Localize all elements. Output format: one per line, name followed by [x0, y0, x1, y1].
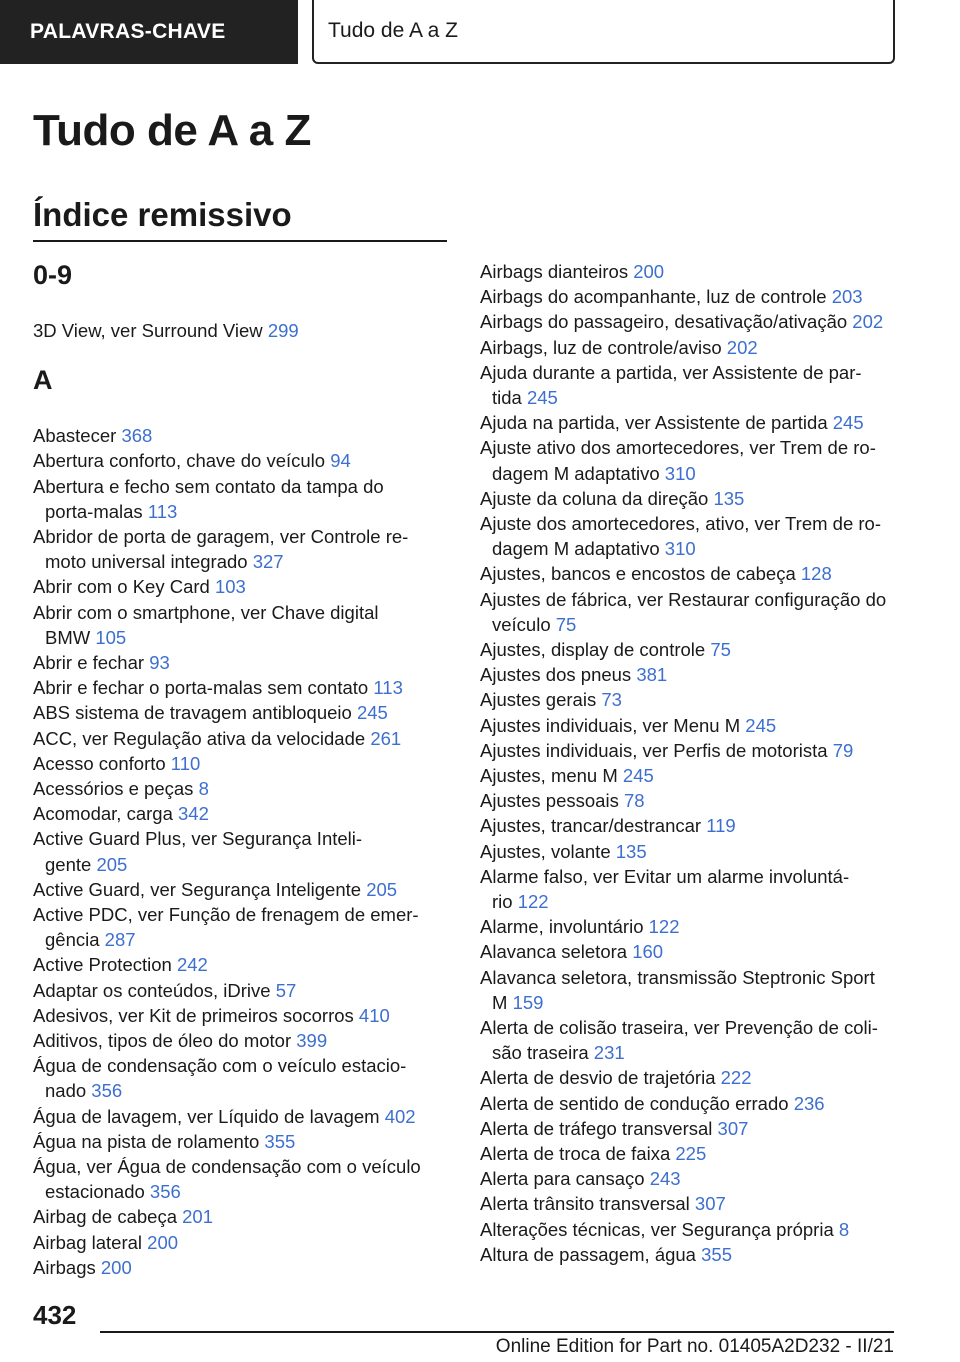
page-reference-link[interactable]: 356 [149, 1181, 181, 1203]
index-entry-line [33, 826, 433, 851]
index-entry[interactable] [33, 1255, 433, 1280]
page-reference-link[interactable]: 310 [664, 462, 696, 484]
index-entry-text: Ajustes gerais [480, 689, 597, 711]
index-entry-text: Abertura conforto, chave do veículo [33, 450, 326, 472]
index-entry-text: Altura de passagem, água [480, 1243, 696, 1265]
index-entry[interactable] [480, 1015, 900, 1065]
index-entry[interactable] [33, 1053, 433, 1103]
footer-edition-text: Online Edition for Part no. 01405A2D232 - II/21 [495, 1336, 894, 1357]
index-entry-line [480, 1040, 900, 1065]
index-entry[interactable] [480, 788, 900, 813]
index-entry-line [33, 801, 433, 826]
index-entry-line [480, 914, 900, 939]
page-reference-link[interactable]: 410 [358, 1004, 390, 1026]
index-entry[interactable] [33, 1129, 433, 1154]
index-entry-text: ABS sistema de travagem antibloqueio [33, 702, 352, 724]
index-entry-text: Alarme, involuntário [480, 916, 644, 938]
index-entry-line [33, 1204, 433, 1229]
index-entry-text: Ajuda na partida, ver Assistente de partida [480, 412, 828, 434]
index-entry[interactable] [480, 914, 900, 939]
index-entry-text: Airbags, luz de controle/aviso [480, 336, 722, 358]
index-entry-text: Ajuste ativo dos amortecedores, ver Trem de ro- [480, 437, 876, 459]
index-entry-text: Abrir e fechar [33, 652, 145, 673]
page-reference-link[interactable]: 245 [622, 765, 654, 786]
index-entry[interactable] [480, 637, 900, 662]
index-entry-line [33, 1129, 433, 1154]
index-entry[interactable] [33, 474, 433, 524]
index-entry[interactable] [480, 1166, 900, 1191]
index-entry[interactable] [33, 978, 433, 1003]
index-entry-line [33, 1053, 433, 1078]
page-reference-link[interactable]: 79 [832, 739, 854, 761]
index-entry[interactable] [480, 259, 900, 284]
index-entry[interactable] [480, 1191, 900, 1216]
index-entry-line [33, 978, 433, 1003]
index-entry-line [33, 448, 433, 473]
index-entry[interactable] [33, 1028, 433, 1053]
index-entry-line [33, 877, 433, 902]
index-entry-line [480, 687, 900, 712]
page-reference-link[interactable]: 355 [264, 1130, 296, 1152]
page-reference-link[interactable]: 122 [648, 916, 680, 938]
index-entry-line [33, 902, 433, 927]
index-entry-text: Airbags do acompanhante, luz de controle [480, 286, 827, 308]
page-reference-link[interactable]: 245 [745, 714, 777, 736]
page-reference-link[interactable]: 122 [517, 891, 549, 912]
page-reference-link[interactable]: 205 [366, 878, 398, 900]
index-entry-line [480, 335, 900, 360]
page-reference-link[interactable]: 135 [713, 487, 745, 509]
index-entry[interactable] [33, 524, 433, 574]
index-entry-line [480, 259, 900, 284]
index-entry-text: Alerta de colisão traseira, ver Prevenção de coli- [480, 1017, 878, 1038]
index-entry-line [33, 1104, 433, 1129]
index-entry-text: Água, ver Água de condensação com o veículo [33, 1156, 421, 1177]
index-entry-line [33, 423, 433, 448]
index-entry-text: Alerta de desvio de trajetória [480, 1067, 716, 1089]
index-entry-line [33, 1230, 433, 1255]
index-entry-line [33, 776, 433, 801]
page-reference-link[interactable]: 57 [275, 979, 297, 1001]
section-tab[interactable] [0, 0, 298, 64]
index-entry-line [33, 1154, 433, 1179]
index-entry-text: Abridor de porta de garagem, ver Controle re- [33, 526, 409, 547]
index-entry-text: são traseira [492, 1042, 589, 1064]
index-entry-line [33, 1179, 433, 1204]
index-entry-text: Alavanca seletora [480, 941, 628, 963]
index-entry-line [480, 1217, 900, 1242]
page-reference-link[interactable]: 75 [710, 639, 731, 660]
index-entry-line [33, 1028, 433, 1053]
page-reference-link[interactable]: 261 [370, 727, 402, 749]
index-entry-text: M [492, 991, 508, 1013]
index-entry-text: Active Guard Plus, ver Segurança Inteli- [33, 828, 363, 850]
index-entry-line [33, 726, 433, 751]
index-entry[interactable] [33, 1204, 433, 1229]
index-entry-text: Ajustes dos pneus [480, 664, 632, 686]
page-reference-link[interactable]: 356 [91, 1080, 123, 1102]
index-entry-line [480, 1141, 900, 1166]
index-entry[interactable] [480, 410, 900, 435]
index-entry-text: Ajuda durante a partida, ver Assistente de par- [480, 361, 862, 383]
index-entry[interactable] [33, 1003, 433, 1028]
index-entry-text: Acesso conforto [33, 752, 166, 774]
index-entry-line [33, 675, 433, 700]
index-entry-line [480, 738, 900, 763]
page-reference-link[interactable]: 355 [701, 1243, 732, 1265]
index-entry-line [480, 511, 900, 536]
index-entry-line [33, 625, 433, 650]
index-entry-text: gência [45, 929, 100, 951]
index-entry-line [480, 486, 900, 511]
page-reference-link[interactable]: 135 [615, 840, 647, 862]
index-entry-text: Ajustes, trancar/destrancar [480, 815, 702, 837]
section-tab-label: PALAVRAS-CHAVE [30, 20, 226, 43]
index-entry[interactable] [480, 309, 900, 334]
page-reference-link[interactable]: 243 [649, 1168, 681, 1190]
page-reference-link[interactable]: 200 [100, 1256, 132, 1278]
page-reference-link[interactable]: 205 [96, 853, 128, 875]
index-entry-line [480, 939, 900, 964]
section-title-rule [33, 240, 447, 242]
index-entry-text: Active Protection [33, 954, 172, 976]
index-entry-line [480, 612, 900, 637]
page-reference-link[interactable]: 245 [526, 387, 558, 408]
index-entry-line [480, 385, 900, 410]
index-entry-line [33, 1078, 433, 1103]
index-entry-text: BMW [45, 626, 91, 648]
chapter-tab-label: Tudo de A a Z [328, 19, 458, 42]
index-entry[interactable] [33, 600, 433, 650]
index-entry-text: Abastecer [33, 425, 117, 447]
index-entry-line [480, 965, 900, 990]
index-entry-text: nado [45, 1080, 87, 1102]
page-reference-link[interactable]: 93 [149, 652, 170, 673]
index-entry-line [480, 1116, 900, 1141]
index-entry-line [33, 318, 433, 343]
page-reference-link[interactable]: 402 [384, 1105, 416, 1127]
page-reference-link[interactable]: 287 [104, 929, 136, 951]
index-entry-line [33, 1003, 433, 1028]
index-entry-line [480, 536, 900, 561]
index-entry-text: Abrir com o smartphone, ver Chave digital [33, 601, 379, 623]
index-entry[interactable] [480, 1141, 900, 1166]
index-entry-text: Ajuste da coluna da direção [480, 487, 709, 509]
index-entry-text: Alerta trânsito transversal [480, 1193, 690, 1215]
index-entry-text: Alerta de sentido de condução errado [480, 1092, 789, 1114]
index-entry-text: Abertura e fecho sem contato da tampa do [33, 475, 384, 497]
index-entry-text: Airbag lateral [33, 1231, 143, 1253]
index-entry-text: moto universal integrado [45, 551, 248, 573]
index-entry-line [480, 889, 900, 914]
index-entry-text: Airbags do passageiro, desativação/ativação [480, 311, 848, 333]
index-entry[interactable] [480, 486, 900, 511]
index-entry-line [480, 1242, 900, 1267]
page-reference-link[interactable]: 201 [182, 1206, 214, 1228]
index-entry-text: Acomodar, carga [33, 803, 173, 825]
index-entry[interactable] [480, 335, 900, 360]
index-entry-text: ACC, ver Regulação ativa da velocidade [33, 727, 366, 749]
index-entry-line [480, 1091, 900, 1116]
index-entry[interactable] [33, 826, 433, 876]
index-entry[interactable] [480, 284, 900, 309]
index-entry-line [480, 1065, 900, 1090]
index-entry[interactable] [480, 687, 900, 712]
page-reference-link[interactable]: 8 [198, 778, 209, 799]
index-entry[interactable] [480, 713, 900, 738]
index-entry-line [33, 600, 433, 625]
page-reference-link[interactable]: 342 [178, 803, 209, 825]
index-entry[interactable] [480, 1091, 900, 1116]
page-reference-link[interactable]: 202 [726, 336, 758, 358]
footer-rule [100, 1331, 894, 1333]
index-entry[interactable] [480, 1242, 900, 1267]
page-reference-link[interactable]: 94 [330, 450, 351, 472]
index-entry[interactable] [33, 776, 433, 801]
index-entry-text: estacionado [45, 1181, 145, 1203]
page-reference-link[interactable]: 399 [296, 1030, 328, 1051]
index-entry-line [33, 499, 433, 524]
index-entry-text: Airbag de cabeça [33, 1206, 177, 1228]
index-entry[interactable] [480, 763, 900, 788]
index-entry[interactable] [480, 1065, 900, 1090]
index-entry[interactable] [480, 662, 900, 687]
index-entry-text: Ajustes de fábrica, ver Restaurar configuração do [480, 588, 887, 610]
index-entry-text: Adaptar os conteúdos, iDrive [33, 979, 271, 1001]
page-reference-link[interactable]: 245 [832, 412, 864, 434]
index-entry[interactable] [33, 902, 433, 952]
index-entry[interactable] [480, 864, 900, 914]
index-entry-line [33, 524, 433, 549]
page-reference-link[interactable]: 307 [694, 1193, 726, 1215]
index-entry-text: Adesivos, ver Kit de primeiros socorros [33, 1004, 354, 1026]
index-entry-line [480, 360, 900, 385]
page-reference-link[interactable]: 110 [170, 752, 201, 774]
index-entry[interactable] [480, 1217, 900, 1242]
index-entry[interactable] [480, 813, 900, 838]
page-reference-link[interactable]: 128 [800, 563, 832, 585]
page-reference-link[interactable]: 8 [838, 1218, 850, 1240]
index-entry-text: Alerta de tráfego transversal [480, 1117, 713, 1139]
index-entry[interactable] [33, 1230, 433, 1255]
index-entry-line [480, 763, 900, 788]
page-number: 432 [33, 1300, 77, 1330]
page-reference-link[interactable]: 236 [793, 1092, 825, 1114]
page-reference-link[interactable]: 75 [555, 613, 577, 635]
index-entry-text: Ajustes, menu M [480, 765, 618, 786]
page-reference-link[interactable]: 73 [601, 689, 622, 711]
page-reference-link[interactable]: 159 [512, 991, 544, 1013]
index-entry-line [480, 410, 900, 435]
section-title: Índice remissivo [33, 196, 292, 233]
index-entry[interactable] [480, 561, 900, 586]
index-entry-line [33, 650, 433, 675]
index-entry[interactable] [33, 675, 433, 700]
index-entry-text: Active PDC, ver Função de frenagem de emer- [33, 904, 419, 925]
index-entry-text: Ajustes, volante [480, 840, 611, 862]
index-entry-text: Airbags dianteiros [480, 261, 629, 282]
page-title: Tudo de A a Z [33, 106, 311, 155]
index-entry-line [33, 852, 433, 877]
index-entry-line [480, 662, 900, 687]
page-reference-link[interactable]: 231 [593, 1042, 625, 1064]
page-reference-link[interactable]: 160 [632, 941, 664, 963]
index-entry-text: rio [492, 891, 513, 912]
page-reference-link[interactable]: 202 [852, 311, 884, 333]
page-reference-link[interactable]: 113 [373, 677, 403, 699]
page-reference-link[interactable]: 299 [267, 320, 299, 341]
index-entry[interactable] [480, 360, 900, 410]
index-entry-text: dagem M adaptativo [492, 538, 660, 560]
index-entry-line [480, 637, 900, 662]
index-entry-line [480, 839, 900, 864]
index-entry[interactable] [33, 751, 433, 776]
index-entry-line [480, 1191, 900, 1216]
index-entry[interactable] [480, 435, 900, 485]
index-entry-text: tida [492, 387, 522, 408]
index-entry[interactable] [33, 650, 433, 675]
index-entry[interactable] [33, 1104, 433, 1129]
index-entry-line [480, 461, 900, 486]
index-entry-line [480, 788, 900, 813]
index-entry-text: 3D View, ver Surround View [33, 320, 263, 341]
index-entry[interactable] [480, 965, 900, 1015]
page-reference-link[interactable]: 368 [121, 425, 153, 447]
page-reference-link[interactable]: 222 [720, 1067, 752, 1089]
index-entry[interactable] [33, 726, 433, 751]
chapter-tab[interactable] [312, 0, 895, 64]
index-entry-text: Ajustes pessoais [480, 790, 619, 812]
index-entry-text: Água de condensação com o veículo estacio- [33, 1055, 407, 1077]
index-entry-line [480, 1015, 900, 1040]
index-entry[interactable] [480, 839, 900, 864]
index-entry-line [33, 927, 433, 952]
index-entry-line [480, 435, 900, 460]
index-entry[interactable] [33, 700, 433, 725]
index-entry-text: Alterações técnicas, ver Segurança própria [480, 1218, 834, 1240]
page-reference-link[interactable]: 245 [356, 702, 388, 724]
index-entry-text: Alerta de troca de faixa [480, 1143, 671, 1164]
index-entry-text: Ajustes, bancos e encostos de cabeça [480, 563, 796, 585]
index-entry-text: Abrir e fechar o porta-malas sem contato [33, 677, 369, 699]
page-reference-link[interactable]: 105 [95, 626, 127, 648]
index-entry[interactable] [33, 801, 433, 826]
page-reference-link[interactable]: 200 [633, 261, 665, 282]
index-entry-text: Acessórios e peças [33, 778, 194, 799]
page-reference-link[interactable]: 381 [636, 664, 668, 686]
index-entry-line [33, 574, 433, 599]
index-entry-line [480, 1166, 900, 1191]
index-entry-line [480, 813, 900, 838]
index-entry-text: Ajustes, display de controle [480, 639, 706, 660]
page-reference-link[interactable]: 203 [831, 286, 863, 308]
index-entry[interactable] [33, 1154, 433, 1204]
index-letter-heading: A [33, 365, 53, 396]
index-entry[interactable] [33, 423, 433, 448]
index-entry-text: Abrir com o Key Card [33, 576, 210, 598]
index-entry[interactable] [33, 952, 433, 977]
index-entry-text: Ajuste dos amortecedores, ativo, ver Trem de ro- [480, 513, 882, 534]
index-entry[interactable] [33, 318, 433, 343]
index-entry[interactable] [480, 738, 900, 763]
page-header [0, 0, 960, 66]
page-reference-link[interactable]: 78 [623, 790, 645, 812]
page-reference-link[interactable]: 310 [664, 538, 696, 560]
index-entry-line [480, 309, 900, 334]
index-entry-text: Ajustes individuais, ver Menu M [480, 714, 741, 736]
page-reference-link[interactable]: 119 [706, 815, 736, 837]
index-entry-text: Active Guard, ver Segurança Inteligente [33, 878, 362, 900]
index-entry-text: Ajustes individuais, ver Perfis de motorista [480, 739, 828, 761]
index-entry-text: Alerta para cansaço [480, 1168, 645, 1190]
index-entry-text: Água na pista de rolamento [33, 1130, 260, 1152]
index-entry-line [33, 549, 433, 574]
index-entry-line [33, 751, 433, 776]
index-entry-line [480, 587, 900, 612]
index-entry-line [33, 952, 433, 977]
page-reference-link[interactable]: 327 [252, 551, 284, 573]
page-reference-link[interactable]: 307 [717, 1117, 749, 1139]
index-entry[interactable] [33, 574, 433, 599]
page-reference-link[interactable]: 113 [147, 500, 178, 522]
index-entry-line [480, 713, 900, 738]
index-entry-line [33, 700, 433, 725]
index-entry[interactable] [33, 877, 433, 902]
index-entry-text: Airbags [33, 1256, 96, 1278]
page-reference-link[interactable]: 225 [675, 1143, 707, 1164]
index-entry-text: Alavanca seletora, transmissão Steptronic Sport [480, 966, 875, 988]
page-reference-link[interactable]: 242 [176, 954, 208, 976]
index-entry-line [480, 990, 900, 1015]
index-letter-heading: 0-9 [33, 260, 73, 290]
index-entry[interactable] [480, 1116, 900, 1141]
index-entry-line [33, 1255, 433, 1280]
index-entry[interactable] [480, 587, 900, 637]
index-entry-text: veículo [492, 613, 551, 635]
index-entry[interactable] [33, 448, 433, 473]
index-entry-line [33, 474, 433, 499]
page-reference-link[interactable]: 200 [147, 1231, 179, 1253]
page-reference-link[interactable]: 103 [214, 576, 246, 598]
index-entry[interactable] [480, 511, 900, 561]
index-entry-line [480, 284, 900, 309]
index-entry-text: dagem M adaptativo [492, 462, 660, 484]
index-entry-text: Aditivos, tipos de óleo do motor [33, 1030, 292, 1051]
index-entry[interactable] [480, 939, 900, 964]
index-entry-text: porta-malas [45, 500, 143, 522]
index-entry-line [480, 864, 900, 889]
index-entry-text: Alarme falso, ver Evitar um alarme involuntá- [480, 865, 850, 887]
index-entry-line [480, 561, 900, 586]
index-entry-text: gente [45, 853, 92, 875]
index-entry-text: Água de lavagem, ver Líquido de lavagem [33, 1105, 380, 1127]
